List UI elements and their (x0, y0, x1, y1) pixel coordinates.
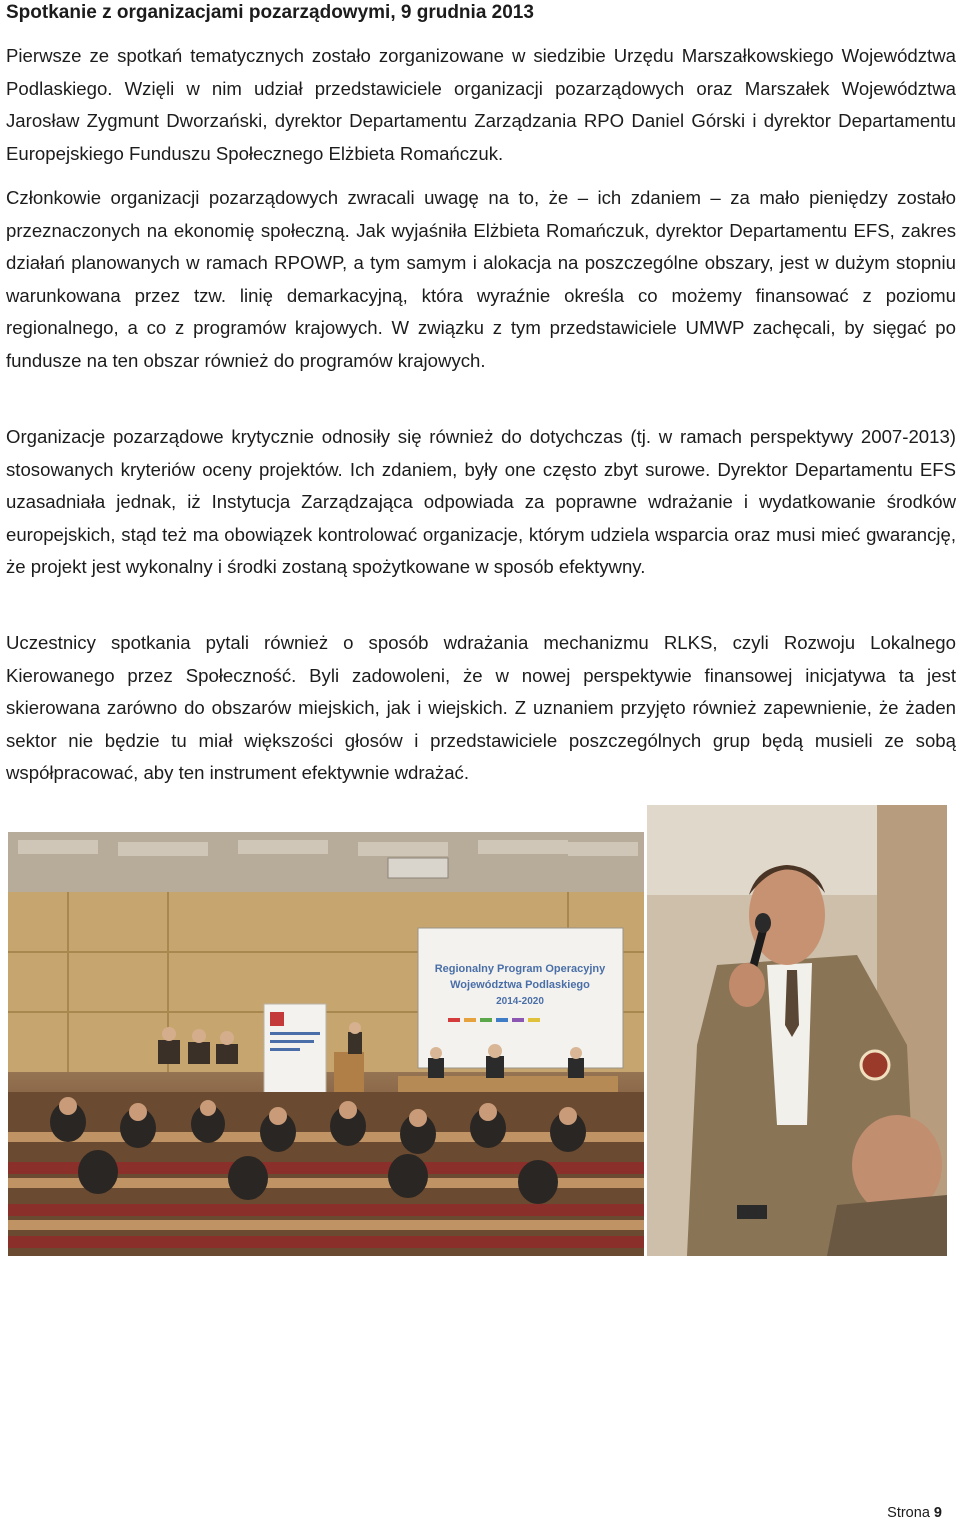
page-number-footer (887, 1503, 942, 1523)
slide-title-line3: 2014-2020 (496, 996, 544, 1007)
speaker-photo (647, 805, 947, 1256)
conference-hall-photo (8, 832, 644, 1256)
paragraph-rlks: Uczestnicy spotkania pytali również o sposób wdrażania mechanizmu RLKS, czyli Rozwoju Lokalnego Kierowanego przez Społeczność. Byli zadowoleni, że w nowej perspektywie finansowej inicjatywa ta jest skierowana zarówno do obszarów miejskich, jak i wiejskich. Z uznaniem przyjęto również zapewnienie, że żaden sektor nie będzie tu miał większości głosów i przedstawiciele poszczególnych grup będą musieli ze sobą współpracować, aby ten instrument efektywnie wdrażać. (6, 632, 956, 784)
slide-title-line1: Regionalny Program Operacyjny (434, 963, 606, 975)
page-label: Strona (887, 1505, 930, 1521)
page-number: 9 (933, 1505, 942, 1521)
page-title: Spotkanie z organizacjami pozarządowymi, 9 grudnia 2013 (6, 2, 534, 23)
paragraph-social-economy: Członkowie organizacji pozarządowych zwracali uwagę na to, że – ich zdaniem – za mało pieniędzy zostało przeznaczonych na ekonomię społeczną. Jak wyjaśniła Elżbieta Romańczuk, dyrektor Departamentu EFS, zakres działań planowanych w ramach RPOWP, a tym samym i alokacja na poszczególne obszary, jest w dużym stopniu warunkowana przez tzw. linię demarkacyjną, która wyraźnie określa co możemy finansować z poziomu regionalnego, a co z programów krajowych. W związku z tym przedstawiciele UMWP zachęcali, by sięgać po fundusze na ten obszar również do programów krajowych. (6, 187, 956, 371)
paragraph-intro: Pierwsze ze spotkań tematycznych zostało zorganizowane w siedzibie Urzędu Marszałkowskiego Województwa Podlaskiego. Wzięli w nim udział przedstawiciele organizacji pozarządowych oraz Marszałek Województwa Jarosław Zygmunt Dworzański, dyrektor Departamentu Zarządzania RPO Daniel Górski i dyrektor Departamentu Europejskiego Funduszu Społecznego Elżbieta Romańczuk. (6, 45, 956, 164)
paragraph-evaluation-criteria: Organizacje pozarządowe krytycznie odnosiły się również do dotychczas (tj. w ramach perspektywy 2007-2013) stosowanych kryteriów oceny projektów. Ich zdaniem, były one często zbyt surowe. Dyrektor Departamentu EFS uzasadniała jednak, iż Instytucja Zarządzająca odpowiada za poprawne wdrażanie i wydatkowanie środków europejskich, stąd też ma obowiązek kontrolować organizacje, którym udziela wsparcia oraz musi mieć gwarancję, że projekt jest wykonalny i środki zostaną spożytkowane w sposób efektywny. (6, 426, 956, 578)
slide-title-line2: Województwa Podlaskiego (450, 979, 590, 991)
